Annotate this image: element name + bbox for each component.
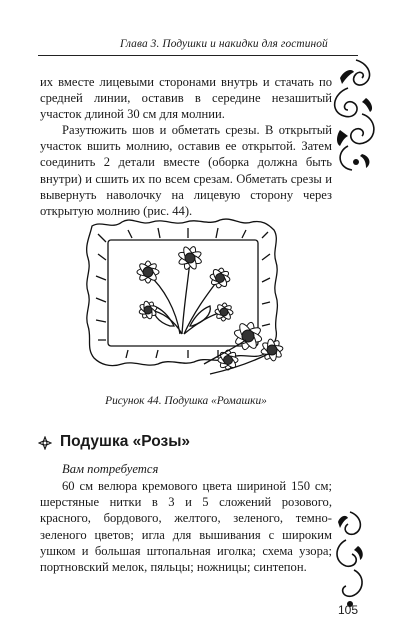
header-rule <box>38 55 358 56</box>
page-number: 105 <box>338 603 359 617</box>
paragraph-materials: 60 см велюра кремового цвета шириной 150 см; шерстяные нитки в 3 и 5 сложений розового, красного, бордового, желтого, зеленого, темно-зеленого цветов; игла для вышивания с широким ушком и большая штопальная иголка; схема узора; портновский мелок, пяльцы; ножницы; синтепон. <box>40 479 332 575</box>
section-title: Подушка «Розы» <box>60 433 191 450</box>
paragraph-2: Разутюжить шов и обметать срезы. В открытый участок вшить молнию, оставив ее открытой. Затем соединить 2 детали вместе (оборка должна быть внутри) и сшить их по всем срезам. Обметать срезы и вывернуть наволочку на лицевую сторону через открытую молнию (рис. 44). <box>40 123 332 219</box>
running-header: Глава 3. Подушки и накидки для гостиной <box>120 38 328 50</box>
flower-bullet-icon <box>38 436 52 450</box>
section-heading <box>38 432 338 454</box>
swirl-ornament-icon <box>326 58 380 174</box>
daisy-pillow-illustration <box>78 214 290 390</box>
paragraph-1: их вместе лицевыми сторонами внутрь и стачать по средней линии, оставив в середине незашитый участок длиной 30 см для молнии. <box>40 75 332 122</box>
swirl-ornament-icon <box>330 508 370 608</box>
figure-caption: Рисунок 44. Подушка «Ромашки» <box>105 395 267 407</box>
requirements-label: Вам потребуется <box>62 462 159 476</box>
